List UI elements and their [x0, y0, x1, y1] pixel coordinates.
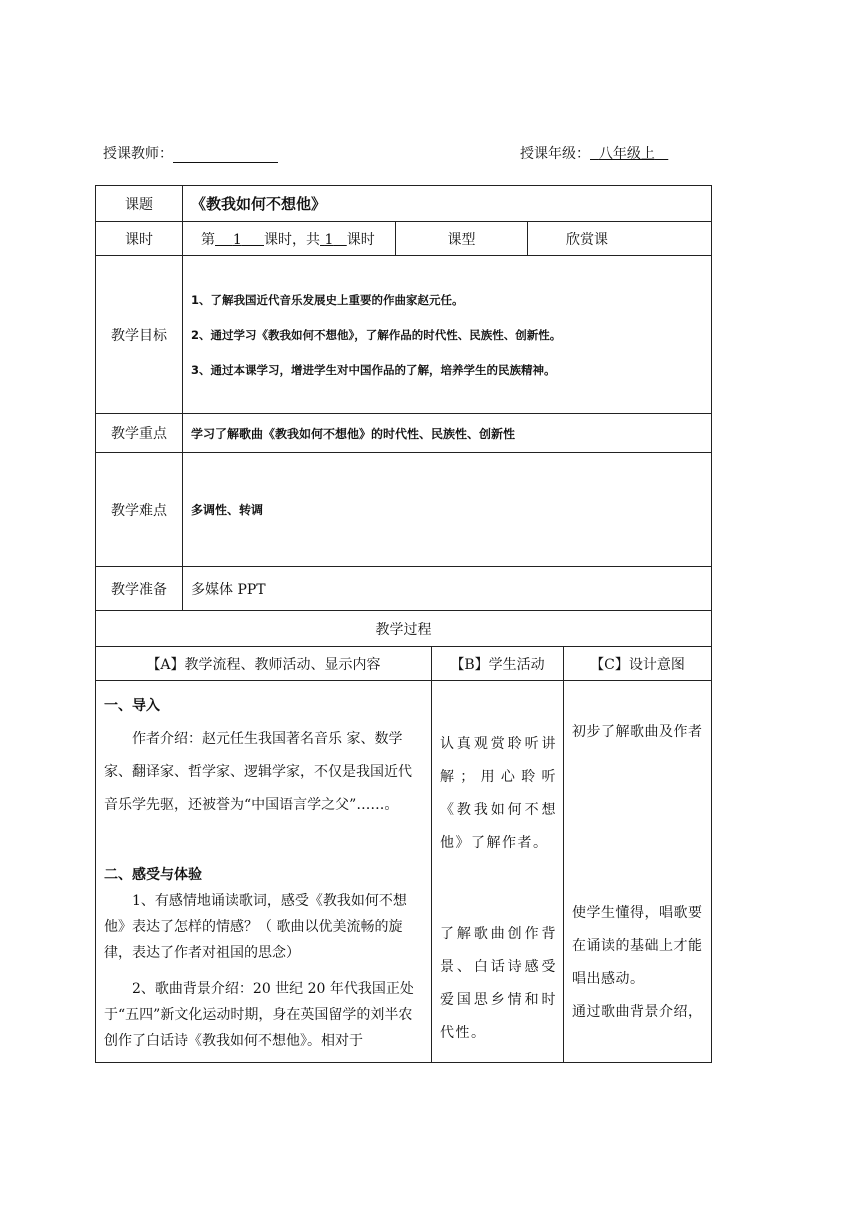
teacher-label: 授课教师： — [103, 146, 173, 162]
period-value: 第 1 课时，共 1 课时 — [183, 222, 396, 256]
section-intro-text: 作者介绍：赵元任生我国著名音乐 家、数学家、翻译家、哲学家、逻辑学家，不仅是我国近代音乐学先驱，还被誉为“中国语言学之父”……。 — [104, 731, 412, 813]
goals-label: 教学目标 — [96, 256, 183, 414]
process-title-row — [96, 611, 712, 647]
prep-value: 多媒体 PPT — [183, 567, 712, 611]
topic-row — [96, 186, 712, 222]
section-experience-p2: 2、歌曲背景介绍：20 世纪 20 年代我国正处于“五四”新文化运动时期，身在英国留学的刘半农创作了白话诗《教我如何不想他》。相对于 — [104, 981, 414, 1049]
prep-label: 教学准备 — [96, 567, 183, 611]
key-point-row — [96, 414, 712, 453]
process-header-row — [96, 647, 712, 681]
teacher-blank — [173, 148, 278, 163]
grade-label: 授课年级： — [520, 146, 590, 162]
section-experience-title: 二、感受与体验 — [104, 867, 202, 883]
period-row — [96, 222, 712, 256]
teacher-field — [103, 143, 278, 163]
difficulty-row — [96, 453, 712, 567]
difficulty-value: 多调性、转调 — [183, 453, 712, 567]
type-value: 欣赏课 — [528, 222, 712, 256]
goals-row — [96, 256, 712, 414]
student-activity-1: 认真观赏聆听讲解；用心聆听《教我如何不想他》了解作者。 — [440, 736, 557, 851]
section-intro-title: 一、导入 — [104, 698, 160, 714]
design-intent-3: 通过歌曲背景介绍， — [572, 1004, 703, 1020]
goals-list — [183, 256, 712, 414]
period-label: 课时 — [96, 222, 183, 256]
col-c-header: 【C】设计意图 — [564, 647, 712, 681]
design-intent-2: 使学生懂得，唱歌要在诵读的基础上才能唱出感动。 — [572, 905, 703, 987]
student-activity-2: 了解歌曲创作背景、白话诗感受爱国思乡情和时代性。 — [440, 926, 557, 1041]
grade-field — [520, 143, 668, 163]
col-b-content — [432, 681, 564, 1063]
process-content-row — [96, 681, 712, 1063]
process-title: 教学过程 — [96, 611, 712, 647]
type-label: 课型 — [396, 222, 528, 256]
goal-item: 3、通过本课学习，增进学生对中国作品的了解，培养学生的民族精神。 — [191, 362, 556, 377]
key-point-label: 教学重点 — [96, 414, 183, 453]
prep-row — [96, 567, 712, 611]
col-c-content — [564, 681, 712, 1063]
topic-value: 《教我如何不想他》 — [183, 186, 712, 222]
topic-label: 课题 — [96, 186, 183, 222]
key-point-value: 学习了解歌曲《教我如何不想他》的时代性、民族性、创新性 — [183, 414, 712, 453]
col-b-header: 【B】学生活动 — [432, 647, 564, 681]
difficulty-label: 教学难点 — [96, 453, 183, 567]
col-a-header: 【A】教学流程、教师活动、显示内容 — [96, 647, 432, 681]
grade-value: 八年级上 — [598, 146, 655, 162]
goal-item: 2、通过学习《教我如何不想他》，了解作品的时代性、民族性、创新性。 — [191, 327, 562, 342]
goal-item: 1、了解我国近代音乐发展史上重要的作曲家赵元任。 — [191, 292, 464, 307]
lesson-plan-table — [95, 185, 712, 1063]
design-intent-1: 初步了解歌曲及作者 — [572, 724, 703, 740]
section-experience-p1: 1、有感情地诵读歌词，感受《教我如何不想他》表达了怎样的情感？（ 歌曲以优美流畅的旋律，表达了作者对祖国的思念） — [104, 893, 407, 961]
col-a-content — [96, 681, 432, 1063]
